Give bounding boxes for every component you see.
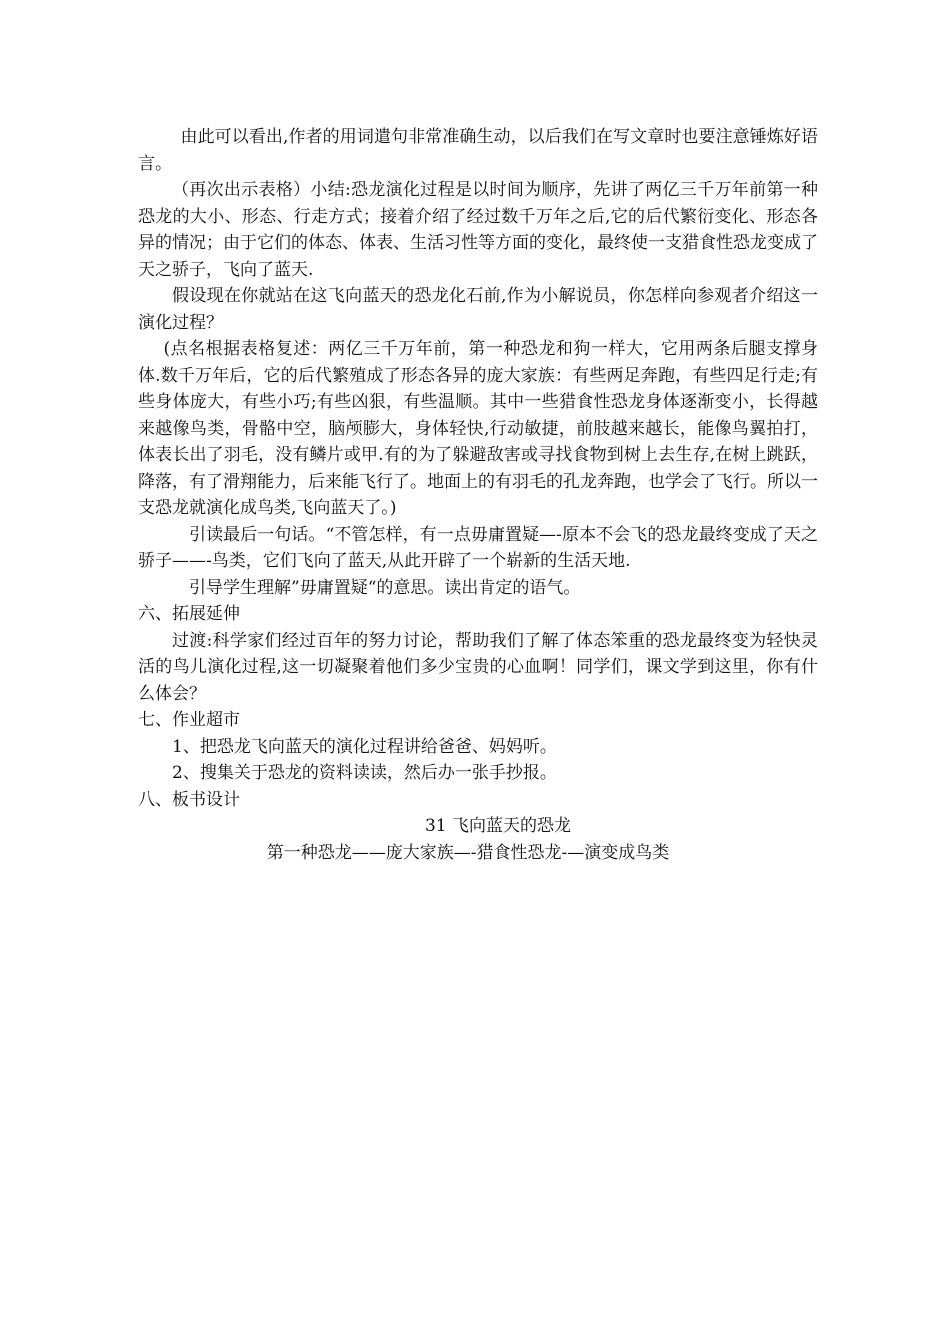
paragraph-retelling: (点名根据表格复述：两亿三千万年前，第一种恐龙和狗一样大，它用两条后腿支撑身体.数千万年后，它的后代繁殖成了形态各异的庞大家族：有些两足奔跑，有些四足行走;有些身体庞大，有些小巧;有些凶狠，有些温顺。其中一些猎食性恐龙身体逐渐变小，长得越来越像鸟类，骨骼中空，脑颅膨大，身体轻快,行动敏捷，前肢越来越长，能像鸟翼拍打，体表长出了羽毛，没有鳞片或甲.有的为了躲避敌害或寻找食物到树上去生存,在树上跳跃，降落，有了滑翔能力，后来能飞行了。地面上的有羽毛的孔龙奔跑，也学会了飞行。所以一支恐龙就演化成鸟类,飞向蓝天了。) [138,339,818,518]
homework-item-2: 2、搜集关于恐龙的资料读读，然后办一张手抄报。 [172,763,557,783]
section-heading-board-design: 八、板书设计 [138,789,240,810]
document-body [138,124,818,866]
paragraph-guided-reading: 引读最后一句话。“不管怎样，有一点毋庸置疑—-原本不会飞的恐龙最终变成了天之骄子——-鸟类，它们飞向了蓝天,从此开辟了一个崭新的生活天地. [138,524,818,571]
homework-item-1: 1、把恐龙飞向蓝天的演化过程讲给爸爸、妈妈听。 [172,736,557,757]
paragraph-understanding: 引导学生理解”毋庸置疑“的意思。读出肯定的语气。 [189,577,581,598]
board-line: 第一种恐龙——庞大家族—-猎食性恐龙-—演变成鸟类 [266,842,670,863]
board-title: 31 飞向蓝天的恐龙 [424,816,572,836]
section-heading-homework: 七、作业超市 [138,710,240,730]
paragraph-scenario: 假设现在你就站在这飞向蓝天的恐龙化石前,作为小解说员，你怎样向参观者介绍这一演化过程？ [138,286,818,333]
paragraph-summary: （再次出示表格）小结:恐龙演化过程是以时间为顺序，先讲了两亿三千万年前第一种恐龙的大小、形态、行走方式；接着介绍了经过数千万年之后,它的后代繁衍变化、形态各异的情况；由于它们的体态、体表、生活习性等方面的变化，最终使一支猎食性恐龙变成了天之骄子，飞向了蓝天. [138,180,818,280]
section-heading-extension: 六、拓展延伸 [138,604,240,624]
paragraph-transition: 过渡:科学家们经过百年的努力讨论，帮助我们了解了体态笨重的恐龙最终变为轻快灵活的鸟儿演化过程,这一切凝聚着他们多少宝贵的心血啊！同学们，课文学到这里，你有什么体会？ [138,630,818,704]
paragraph-conclusion: 由此可以看出,作者的用词遣句非常准确生动，以后我们在写文章时也要注意锤炼好语言。 [138,127,818,174]
